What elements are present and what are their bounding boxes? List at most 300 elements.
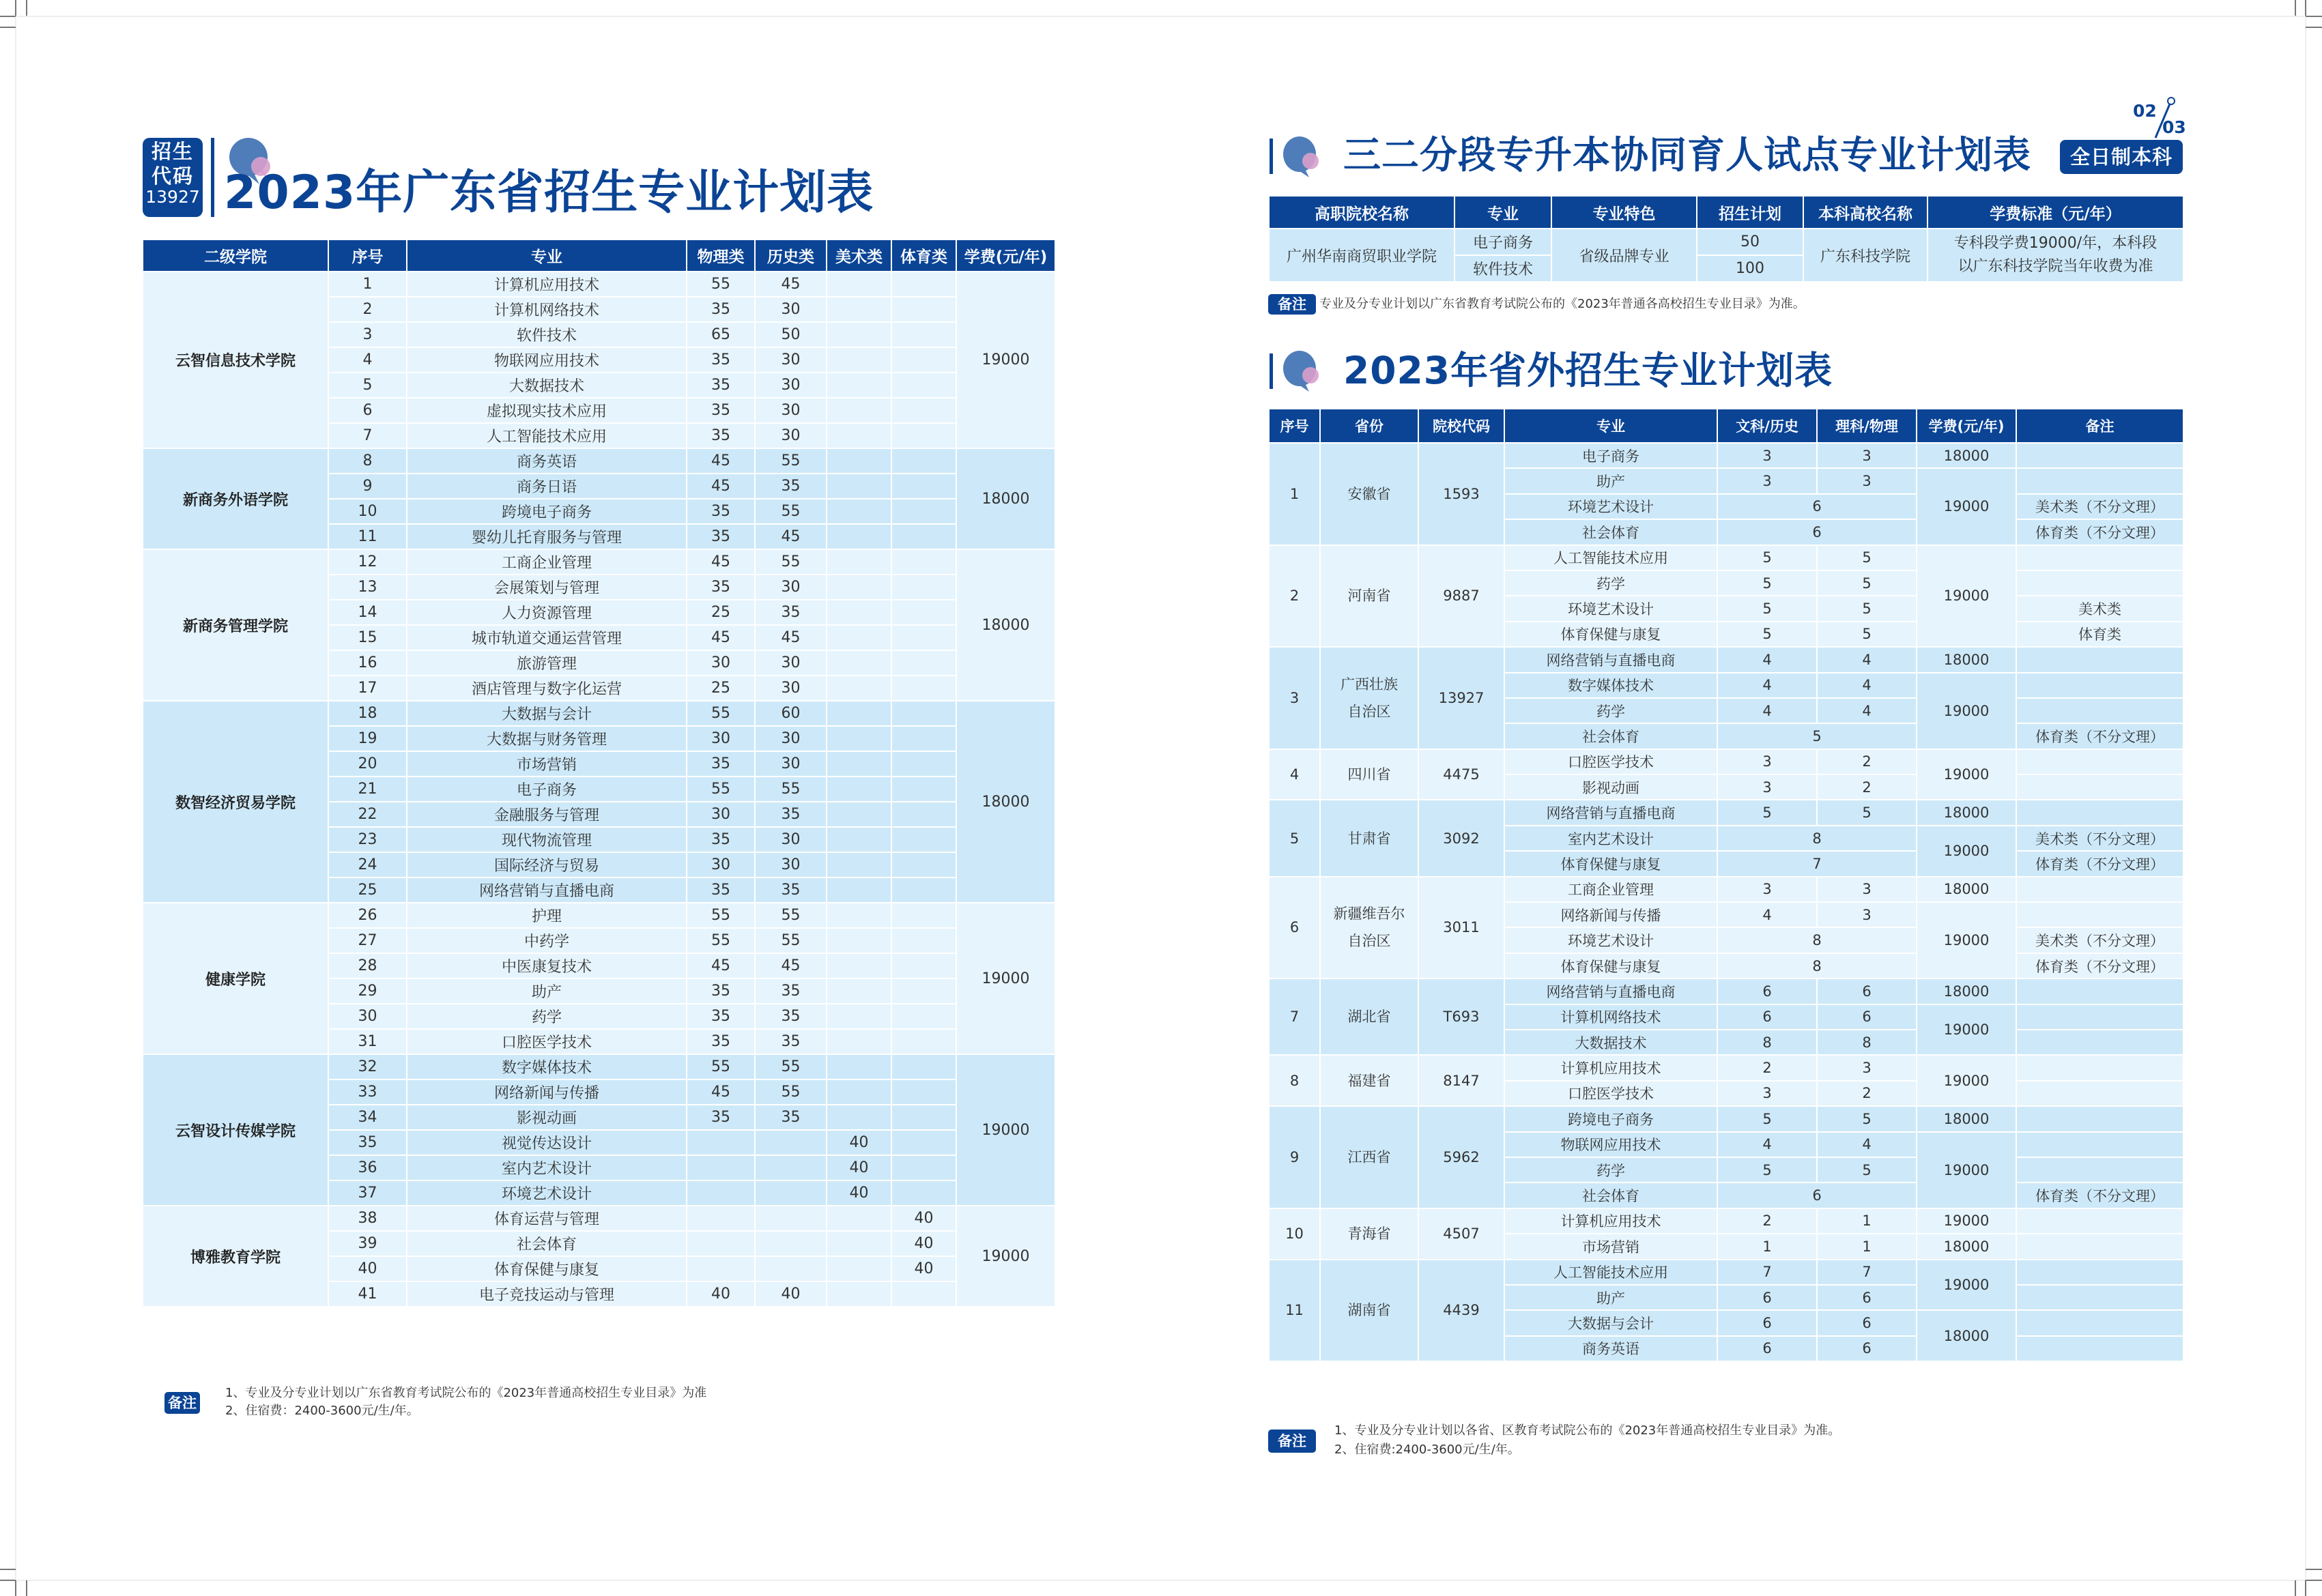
major-cell: 人工智能技术应用 xyxy=(1504,545,1717,570)
arts-quota-cell: 3 xyxy=(1717,877,1817,902)
fee-cell: 18000 xyxy=(1917,647,2016,672)
remark-cell xyxy=(2016,1004,2183,1030)
sports-cell xyxy=(891,1004,956,1029)
crop-mark xyxy=(2306,1580,2322,1581)
fee-cell: 19000 xyxy=(1917,1004,2016,1056)
major-cell: 物联网应用技术 xyxy=(407,347,687,373)
sports-cell xyxy=(891,676,956,701)
merged-quota-cell: 8 xyxy=(1717,826,1917,851)
title-divider xyxy=(211,138,214,217)
science-quota-cell: 6 xyxy=(1817,978,1917,1004)
science-quota-cell: 3 xyxy=(1817,1055,1917,1080)
sports-cell: 40 xyxy=(891,1231,956,1256)
province-cell xyxy=(1320,545,1418,648)
no-cell: 7 xyxy=(1269,978,1320,1055)
sports-cell xyxy=(891,373,956,398)
history-cell: 35 xyxy=(755,600,827,625)
major-cell: 商务日语 xyxy=(407,474,687,499)
physics-cell: 35 xyxy=(687,575,755,600)
no-cell: 35 xyxy=(328,1130,407,1155)
art-cell xyxy=(827,600,891,625)
sports-cell xyxy=(891,1130,956,1155)
no-cell: 2 xyxy=(1269,545,1320,648)
major-cell: 药学 xyxy=(1504,1157,1717,1183)
art-cell xyxy=(827,1079,891,1105)
no-cell: 15 xyxy=(328,625,407,650)
college-cell: 健康学院 xyxy=(143,903,328,1054)
art-cell xyxy=(827,726,891,751)
major-cell: 计算机应用技术 xyxy=(1504,1055,1717,1080)
col-header-art: 美术类 xyxy=(827,240,891,272)
merged-quota-cell: 8 xyxy=(1717,927,1917,953)
major-cell: 市场营销 xyxy=(407,751,687,777)
province-cell xyxy=(1320,800,1418,876)
university-cell: 广东科技学院 xyxy=(1803,229,1927,282)
science-quota-cell: 3 xyxy=(1817,468,1917,493)
fee-cell: 18000 xyxy=(1917,877,2016,902)
art-cell xyxy=(827,272,891,297)
major-cell: 数字媒体技术 xyxy=(407,1054,687,1079)
speech-bubble-icon xyxy=(1280,349,1328,394)
arts-quota-cell: 3 xyxy=(1717,443,1817,468)
major-cell: 口腔医学技术 xyxy=(1504,749,1717,774)
sports-cell xyxy=(891,575,956,600)
college-cell: 博雅教育学院 xyxy=(143,1206,328,1307)
major-cell: 计算机应用技术 xyxy=(1504,1208,1717,1234)
history-cell: 30 xyxy=(755,650,827,676)
major-cell: 电子商务 xyxy=(1504,443,1717,468)
sports-cell xyxy=(891,1281,956,1307)
major-cell: 环境艺术设计 xyxy=(1504,927,1717,953)
sports-cell xyxy=(891,928,956,953)
no-cell: 31 xyxy=(328,1029,407,1054)
art-cell xyxy=(827,802,891,827)
sports-cell xyxy=(891,1054,956,1079)
crop-mark xyxy=(2306,27,2322,28)
remark-cell: 美术类（不分文理） xyxy=(2016,826,2183,851)
sports-cell xyxy=(891,1029,956,1054)
physics-cell: 55 xyxy=(687,903,755,928)
remark-cell: 美术类（不分文理） xyxy=(2016,494,2183,519)
history-cell: 30 xyxy=(755,423,827,448)
art-cell xyxy=(827,423,891,448)
province-cell xyxy=(1320,1260,1418,1362)
province-cell xyxy=(1320,978,1418,1055)
physics-cell: 25 xyxy=(687,600,755,625)
note-line-1-oop: 1、专业及分专业计划以各省、区教育考试院公布的《2023年普通高校招生专业目录》为准。 xyxy=(1334,1423,1841,1438)
major-cell: 网络营销与直播电商 xyxy=(1504,647,1717,672)
no-cell: 40 xyxy=(328,1256,407,1281)
col-header-no: 序号 xyxy=(1269,409,1320,443)
science-quota-cell: 8 xyxy=(1817,1030,1917,1055)
province-name: 新疆维吾尔 xyxy=(1333,905,1405,923)
3plus2-plan-table xyxy=(1268,195,2184,282)
art-cell xyxy=(827,499,891,524)
no-cell: 17 xyxy=(328,676,407,701)
history-cell: 35 xyxy=(755,877,827,903)
science-quota-cell: 5 xyxy=(1817,622,1917,647)
college-cell: 云智设计传媒学院 xyxy=(143,1054,328,1206)
art-cell xyxy=(827,297,891,322)
remark-cell xyxy=(2016,698,2183,723)
science-quota-cell: 5 xyxy=(1817,1106,1917,1131)
major-cell: 金融服务与管理 xyxy=(407,802,687,827)
crop-mark xyxy=(15,1580,16,1596)
remark-cell: 美术类（不分文理） xyxy=(2016,927,2183,953)
no-cell: 7 xyxy=(328,423,407,448)
fee-cell: 19000 xyxy=(1917,673,2016,749)
title-divider xyxy=(1270,353,1273,389)
science-quota-cell: 5 xyxy=(1817,596,1917,621)
fee-cell: 19000 xyxy=(1917,468,2016,545)
physics-cell: 35 xyxy=(687,978,755,1004)
major-cell: 护理 xyxy=(407,903,687,928)
history-cell: 35 xyxy=(755,1105,827,1130)
table-row xyxy=(143,903,1055,928)
physics-cell: 55 xyxy=(687,701,755,726)
major-cell: 助产 xyxy=(1504,1285,1717,1310)
arts-quota-cell: 6 xyxy=(1717,1310,1817,1335)
no-cell: 2 xyxy=(328,297,407,322)
plan-cell: 100 xyxy=(1697,255,1803,282)
history-cell: 30 xyxy=(755,373,827,398)
history-cell: 55 xyxy=(755,777,827,802)
major-cell: 软件技术 xyxy=(407,322,687,347)
arts-quota-cell: 5 xyxy=(1717,1157,1817,1183)
no-cell: 23 xyxy=(328,827,407,852)
history-cell: 55 xyxy=(755,1079,827,1105)
history-cell xyxy=(755,1155,827,1180)
crop-mark xyxy=(2295,1580,2296,1596)
col-header-arts-history: 文科/历史 xyxy=(1717,409,1817,443)
science-quota-cell: 4 xyxy=(1817,647,1917,672)
art-cell xyxy=(827,978,891,1004)
science-quota-cell: 5 xyxy=(1817,570,1917,596)
science-quota-cell: 5 xyxy=(1817,1157,1917,1183)
arts-quota-cell: 4 xyxy=(1717,1132,1817,1157)
province-name: 福建省 xyxy=(1347,1072,1391,1089)
major-cell: 人工智能技术应用 xyxy=(1504,1260,1717,1285)
art-cell xyxy=(827,448,891,474)
arts-quota-cell: 3 xyxy=(1717,749,1817,774)
no-cell: 4 xyxy=(1269,749,1320,800)
science-quota-cell: 3 xyxy=(1817,877,1917,902)
art-cell xyxy=(827,1206,891,1231)
remark-cell xyxy=(2016,1310,2183,1335)
physics-cell xyxy=(687,1155,755,1180)
sports-cell xyxy=(891,272,956,297)
history-cell xyxy=(755,1231,827,1256)
province-cell xyxy=(1320,1208,1418,1260)
table-row xyxy=(143,448,1055,474)
major-cell: 人力资源管理 xyxy=(407,600,687,625)
page-edge-bottom xyxy=(0,1580,2322,1581)
province-name: 湖北省 xyxy=(1347,1009,1391,1026)
physics-cell: 30 xyxy=(687,726,755,751)
history-cell: 55 xyxy=(755,549,827,575)
sports-cell xyxy=(891,625,956,650)
science-quota-cell: 6 xyxy=(1817,1285,1917,1310)
merged-quota-cell: 5 xyxy=(1717,723,1917,749)
art-cell: 40 xyxy=(827,1155,891,1180)
physics-cell: 35 xyxy=(687,1004,755,1029)
major-cell: 商务英语 xyxy=(1504,1336,1717,1361)
province-cell xyxy=(1320,1055,1418,1106)
arts-quota-cell: 5 xyxy=(1717,622,1817,647)
crop-mark xyxy=(26,1580,27,1596)
crop-mark xyxy=(2306,1569,2322,1570)
fee-cell: 19000 xyxy=(1917,902,2016,978)
arts-quota-cell: 6 xyxy=(1717,1336,1817,1361)
crop-mark xyxy=(15,0,16,16)
sports-cell xyxy=(891,827,956,852)
arts-quota-cell: 8 xyxy=(1717,1030,1817,1055)
sports-cell xyxy=(891,297,956,322)
table-row xyxy=(1269,800,2183,825)
history-cell: 35 xyxy=(755,978,827,1004)
col-header-major: 专业 xyxy=(407,240,687,272)
no-cell: 36 xyxy=(328,1155,407,1180)
major-cell: 物联网应用技术 xyxy=(1504,1132,1717,1157)
table-row xyxy=(143,701,1055,726)
physics-cell xyxy=(687,1130,755,1155)
art-cell xyxy=(827,777,891,802)
sports-cell xyxy=(891,650,956,676)
fee-cell: 18000 xyxy=(1917,1106,2016,1131)
remark-cell xyxy=(2016,1157,2183,1183)
no-cell: 11 xyxy=(1269,1260,1320,1362)
physics-cell: 40 xyxy=(687,1281,755,1307)
arts-quota-cell: 4 xyxy=(1717,673,1817,698)
fee-cell: 19000 xyxy=(956,903,1055,1054)
physics-cell xyxy=(687,1206,755,1231)
no-cell: 39 xyxy=(328,1231,407,1256)
major-cell: 口腔医学技术 xyxy=(407,1029,687,1054)
physics-cell: 45 xyxy=(687,448,755,474)
physics-cell: 45 xyxy=(687,549,755,575)
no-cell: 21 xyxy=(328,777,407,802)
major-cell: 虚拟现实技术应用 xyxy=(407,398,687,423)
major-cell: 助产 xyxy=(1504,468,1717,493)
fee-cell: 19000 xyxy=(1917,1208,2016,1234)
remark-cell: 体育类（不分文理） xyxy=(2016,723,2183,749)
history-cell: 30 xyxy=(755,676,827,701)
physics-cell: 65 xyxy=(687,322,755,347)
art-cell xyxy=(827,1281,891,1307)
art-cell xyxy=(827,549,891,575)
remark-cell: 美术类 xyxy=(2016,596,2183,621)
col-header-remark: 备注 xyxy=(2016,409,2183,443)
sports-cell xyxy=(891,852,956,877)
arts-quota-cell: 7 xyxy=(1717,1260,1817,1285)
remark-cell xyxy=(2016,443,2183,468)
arts-quota-cell: 3 xyxy=(1717,1081,1817,1106)
no-cell: 6 xyxy=(328,398,407,423)
physics-cell: 45 xyxy=(687,474,755,499)
no-cell: 1 xyxy=(1269,443,1320,545)
province-name: 江西省 xyxy=(1347,1148,1391,1165)
fee-standard-line1: 专科段学费19000/年，本科段 xyxy=(1953,235,2158,252)
physics-cell: 35 xyxy=(687,751,755,777)
code-badge-code: 13927 xyxy=(145,187,200,207)
col-header-major: 专业 xyxy=(1454,196,1551,229)
art-cell xyxy=(827,903,891,928)
major-cell: 网络营销与直播电商 xyxy=(1504,978,1717,1004)
science-quota-cell: 1 xyxy=(1817,1234,1917,1259)
fee-cell: 18000 xyxy=(1917,443,2016,468)
table-row xyxy=(1269,229,2183,255)
art-cell xyxy=(827,322,891,347)
note-3plus2: 专业及分专业计划以广东省教育考试院公布的《2023年普通各高校招生专业目录》为准。 xyxy=(1319,297,1805,311)
college-cell: 新商务管理学院 xyxy=(143,549,328,701)
table-row xyxy=(143,549,1055,575)
sports-cell xyxy=(891,499,956,524)
province-name: 甘肃省 xyxy=(1347,830,1391,847)
art-cell xyxy=(827,953,891,978)
art-cell xyxy=(827,650,891,676)
art-cell xyxy=(827,701,891,726)
science-quota-cell: 4 xyxy=(1817,1132,1917,1157)
no-cell: 10 xyxy=(328,499,407,524)
major-cell: 市场营销 xyxy=(1504,1234,1717,1259)
major-cell: 大数据与会计 xyxy=(1504,1310,1717,1335)
table-row xyxy=(1269,1055,2183,1080)
art-cell xyxy=(827,877,891,903)
arts-quota-cell: 6 xyxy=(1717,978,1817,1004)
province-name: 青海省 xyxy=(1347,1225,1391,1243)
arts-quota-cell: 5 xyxy=(1717,596,1817,621)
physics-cell: 35 xyxy=(687,877,755,903)
arts-quota-cell: 5 xyxy=(1717,545,1817,570)
province-name: 广西壮族 xyxy=(1341,676,1398,693)
major-cell: 城市轨道交通运营管理 xyxy=(407,625,687,650)
sports-cell xyxy=(891,726,956,751)
remark-cell xyxy=(2016,877,2183,902)
major-cell: 网络新闻与传播 xyxy=(1504,902,1717,927)
art-cell xyxy=(827,1231,891,1256)
art-cell xyxy=(827,347,891,373)
no-cell: 38 xyxy=(328,1206,407,1231)
no-cell: 37 xyxy=(328,1180,407,1206)
history-cell xyxy=(755,1130,827,1155)
sports-cell xyxy=(891,423,956,448)
remark-cell xyxy=(2016,1081,2183,1106)
major-cell: 电子商务 xyxy=(1454,229,1551,255)
major-cell: 人工智能技术应用 xyxy=(407,423,687,448)
enrollment-code-badge xyxy=(143,138,203,217)
no-cell: 3 xyxy=(1269,647,1320,749)
remark-cell xyxy=(2016,1208,2183,1234)
science-quota-cell: 4 xyxy=(1817,673,1917,698)
science-quota-cell: 3 xyxy=(1817,443,1917,468)
physics-cell: 35 xyxy=(687,398,755,423)
college-cell: 新商务外语学院 xyxy=(143,448,328,549)
remark-cell xyxy=(2016,1132,2183,1157)
speech-bubble-icon xyxy=(1280,135,1328,180)
no-cell: 26 xyxy=(328,903,407,928)
history-cell: 30 xyxy=(755,297,827,322)
history-cell: 45 xyxy=(755,524,827,549)
sports-cell xyxy=(891,347,956,373)
major-cell: 计算机网络技术 xyxy=(407,297,687,322)
science-quota-cell: 6 xyxy=(1817,1310,1917,1335)
major-cell: 数字媒体技术 xyxy=(1504,673,1717,698)
sports-cell xyxy=(891,322,956,347)
physics-cell: 35 xyxy=(687,423,755,448)
no-cell: 9 xyxy=(1269,1106,1320,1208)
history-cell: 30 xyxy=(755,347,827,373)
sports-cell xyxy=(891,978,956,1004)
crop-mark xyxy=(0,16,16,17)
history-cell: 45 xyxy=(755,625,827,650)
remark-cell xyxy=(2016,647,2183,672)
page-title-guangdong: 2023年广东省招生专业计划表 xyxy=(224,166,874,220)
major-cell: 工商企业管理 xyxy=(407,549,687,575)
table-row xyxy=(1269,749,2183,774)
history-cell: 55 xyxy=(755,1054,827,1079)
history-cell: 60 xyxy=(755,701,827,726)
table-header-row xyxy=(1269,409,2183,443)
table-row xyxy=(1269,1260,2183,1285)
physics-cell: 35 xyxy=(687,827,755,852)
major-cell: 会展策划与管理 xyxy=(407,575,687,600)
art-cell xyxy=(827,676,891,701)
title-divider xyxy=(1270,139,1273,174)
physics-cell: 45 xyxy=(687,953,755,978)
no-cell: 29 xyxy=(328,978,407,1004)
crop-mark xyxy=(2306,16,2322,17)
remark-cell xyxy=(2016,1336,2183,1361)
no-cell: 18 xyxy=(328,701,407,726)
major-cell: 电子竞技运动与管理 xyxy=(407,1281,687,1307)
major-cell: 社会体育 xyxy=(1504,1183,1717,1208)
note-tag-left: 备注 xyxy=(164,1392,200,1414)
sports-cell xyxy=(891,600,956,625)
remark-cell: 体育类（不分文理） xyxy=(2016,519,2183,545)
out-of-province-plan-table xyxy=(1268,408,2184,1362)
major-cell: 旅游管理 xyxy=(407,650,687,676)
art-cell xyxy=(827,852,891,877)
remark-cell xyxy=(2016,774,2183,800)
no-cell: 32 xyxy=(328,1054,407,1079)
fee-cell: 18000 xyxy=(1917,1310,2016,1361)
major-cell: 婴幼儿托育服务与管理 xyxy=(407,524,687,549)
feature-cell: 省级品牌专业 xyxy=(1551,229,1697,282)
arts-quota-cell: 3 xyxy=(1717,774,1817,800)
history-cell: 30 xyxy=(755,726,827,751)
fee-cell: 18000 xyxy=(956,701,1055,903)
arts-quota-cell: 2 xyxy=(1717,1208,1817,1234)
remark-cell: 体育类 xyxy=(2016,622,2183,647)
history-cell: 30 xyxy=(755,398,827,423)
no-cell: 41 xyxy=(328,1281,407,1307)
major-cell: 中药学 xyxy=(407,928,687,953)
col-header-science-physics: 理科/物理 xyxy=(1817,409,1917,443)
arts-quota-cell: 3 xyxy=(1717,468,1817,493)
major-cell: 环境艺术设计 xyxy=(1504,494,1717,519)
province-cell xyxy=(1320,749,1418,800)
crop-mark xyxy=(2295,0,2296,16)
major-cell: 大数据技术 xyxy=(1504,1030,1717,1055)
science-quota-cell: 3 xyxy=(1817,902,1917,927)
physics-cell: 35 xyxy=(687,1105,755,1130)
major-cell: 国际经济与贸易 xyxy=(407,852,687,877)
arts-quota-cell: 4 xyxy=(1717,698,1817,723)
section-title-3plus2: 三二分段专升本协同育人试点专业计划表 xyxy=(1343,133,2032,177)
physics-cell xyxy=(687,1180,755,1206)
history-cell: 55 xyxy=(755,448,827,474)
school-code-cell: 3011 xyxy=(1418,877,1504,979)
